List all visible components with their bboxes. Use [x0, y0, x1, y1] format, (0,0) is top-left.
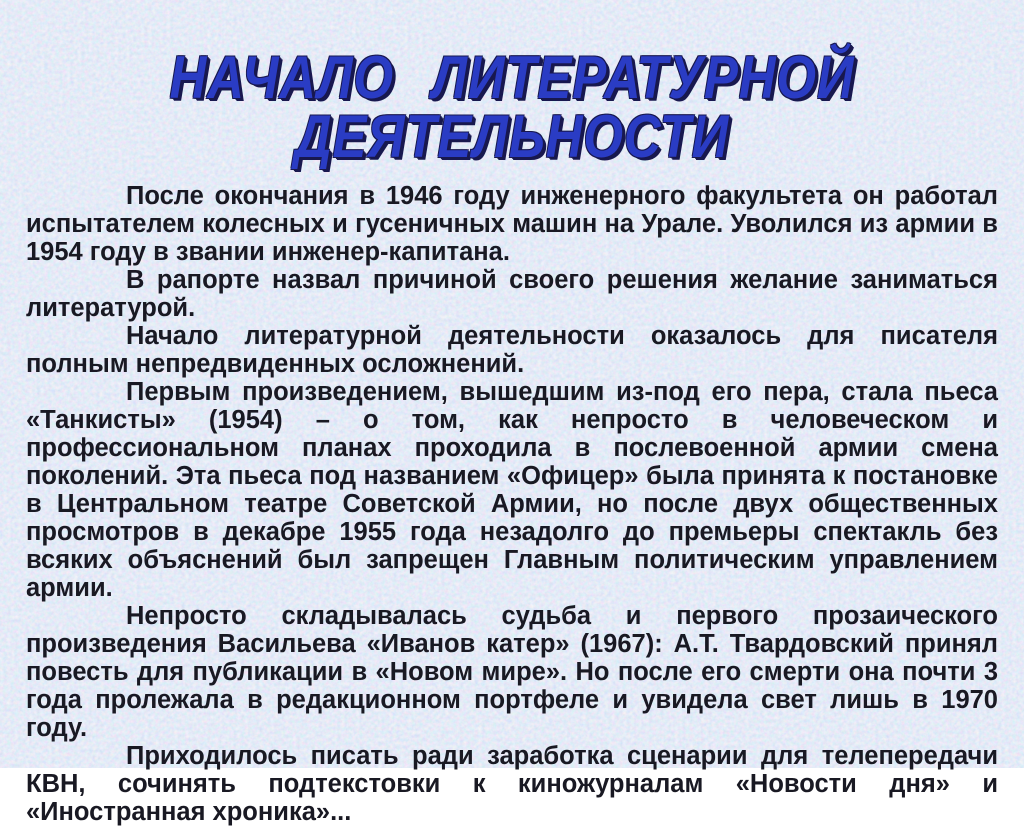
slide-title-line-2: ДЕЯТЕЛЬНОСТИ [294, 103, 730, 170]
paragraph-first-prose: Непросто складывалась судьба и первого прозаического произведения Васильева «Иванов катер» (1967): А.Т. Твардовский принял повесть для публикации в «Новом мире». Но после его смерти она почти 3 года пролежала в редакционном портфеле и увидела свет лишь в 1970 году. [26, 602, 998, 742]
slide-body-text [26, 182, 998, 826]
slide-title [77, 0, 947, 170]
paragraph-report-reason: В рапорте назвал причиной своего решения желание заниматься литературой. [26, 266, 998, 322]
paragraph-kvn-scripts: Приходилось писать ради заработка сценарии для телепередачи КВН, сочинять подтекстовки к киножурналам «Новости дня» и «Иностранная хроника»... [26, 742, 998, 826]
paragraph-career-start: После окончания в 1946 году инженерного факультета он работал испытателем колесных и гусеничных машин на Урале. Уволился из армии в 1954 году в звании инженер-капитана. [26, 182, 998, 266]
paragraph-first-play: Первым произведением, вышедшим из-под его пера, стала пьеса «Танкисты» (1954) – о том, как непросто в человеческом и профессиональном планах проходила в послевоенной армии смена поколений. Эта пьеса под названием «Офицер» была принята к постановке в Центральном театре Советской Армии, но после двух общественных просмотров в декабре 1955 года незадолго до премьеры спектакль без всяких объяснений был запрещен Главным политическим управлением армии. [26, 378, 998, 602]
paragraph-complications: Начало литературной деятельности оказалось для писателя полным непредвиденных осложнений. [26, 322, 998, 378]
slide-title-line-1: НАЧАЛО ЛИТЕРАТУРНОЙ [169, 44, 855, 111]
